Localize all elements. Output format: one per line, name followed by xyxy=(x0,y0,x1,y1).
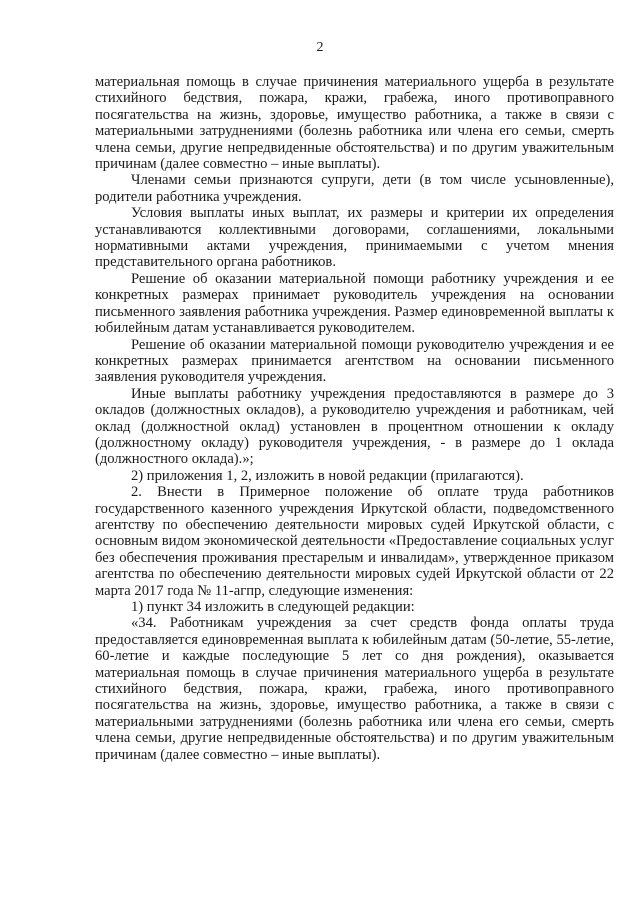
page-number: 2 xyxy=(316,40,324,55)
paragraph-continuation: материальная помощь в случае причинения материального ущерба в результате стихийного бедствия, пожара, кражи, грабежа, иного противоправного посягательства на жизнь, здоровье, имущество работника, а также в связи с материальными затруднениями (болезнь работника или члена его семьи, смерть члена семьи, другие непредвиденные обстоятельства) и по другим уважительным причинам (далее совместно – иные выплаты). xyxy=(95,74,614,173)
paragraph-subitem-1: 1) пункт 34 изложить в следующей редакции: xyxy=(131,599,415,615)
paragraph-head-aid-decision: Решение об оказании материальной помощи руководителю учреждения и ее конкретных размерах принимается агентством на основании письменного заявления руководителя учреждения. xyxy=(95,336,614,386)
paragraph-family-members: Членами семьи признаются супруги, дети (в том числе усыновленные), родители работника учреждения. xyxy=(95,172,614,205)
paragraph-payment-amounts: Иные выплаты работнику учреждения предоставляются в размере до 3 окладов (должностных окладов), а руководителю учреждения и работникам, чей оклад (должностной оклад) установлен в процентном отношении к окладу (должностному окладу) руководителя учреждения, - в размере до 1 оклада (должностного оклада).»; xyxy=(95,385,614,468)
paragraph-clause-34: «34. Работникам учреждения за счет средств фонда оплаты труда предоставляется единовременная выплата к юбилейным датам (50-летие, 55-летие, 60-летие и каждые последующие 5 лет со дня рождения), оказывается материальная помощь в случае причинения материального ущерба в результате стихийного бедствия, пожара, кражи, грабежа, иного противоправного посягательства на жизнь, здоровье, имущество работника, а также в связи с материальными затруднениями (болезнь работника или члена его семьи, смерть члена семьи, другие непредвиденные обстоятельства) и по другим уважительным причинам (далее совместно – иные выплаты). xyxy=(95,615,614,763)
paragraph-employee-aid-decision: Решение об оказании материальной помощи работнику учреждения и ее конкретных размерах принимает руководитель учреждения на основании письменного заявления работника учреждения. Размер единовременной выплаты к юбилейным датам устанавливается руководителем. xyxy=(95,270,614,337)
document-body xyxy=(95,74,614,763)
paragraph-item-2-appendices: 2) приложения 1, 2, изложить в новой редакции (прилагаются). xyxy=(131,467,524,484)
paragraph-item-2-amendments: 2. Внести в Примерное положение об оплате труда работников государственного казенного учреждения Иркутской области, подведомственного агентству по обеспечению деятельности мировых судей Иркутской области, с основным видом экономической деятельности «Предоставление социальных услуг без обеспечения проживания престарелым и инвалидам», утвержденное приказом агентства по обеспечению деятельности мировых судей Иркутской области от 22 марта 2017 года № 11-агпр, следующие изменения: xyxy=(95,484,614,599)
paragraph-payment-conditions: Условия выплаты иных выплат, их размеры и критерии их определения устанавливаются коллективными договорами, соглашениями, локальными нормативными актами учреждения, принимаемыми с учетом мнения представительного органа работников. xyxy=(95,205,614,271)
